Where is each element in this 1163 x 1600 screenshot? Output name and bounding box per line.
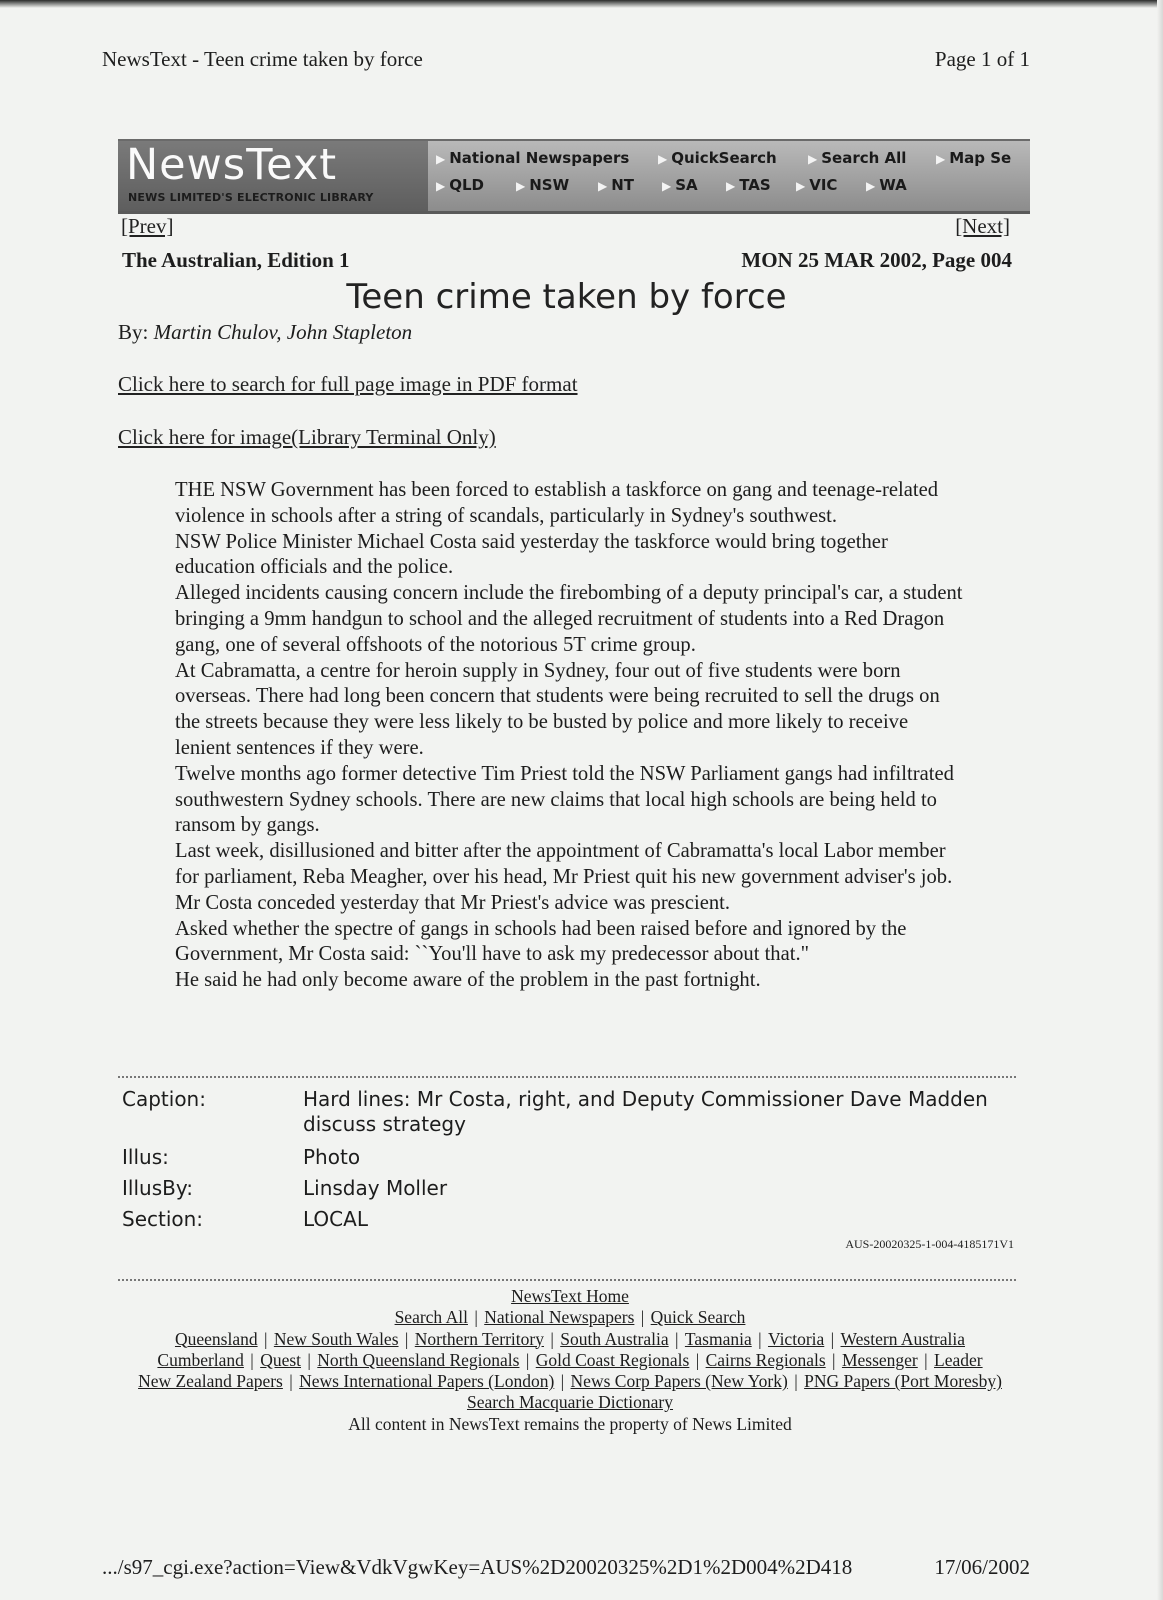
paragraph: At Cabramatta, a centre for heroin supply in Sydney, four out of five students were born overseas. There had long been concern that students were being recruited to sell the drugs on the streets because they were less likely to be busted by police and more likely to receive lenient sentences if they were. <box>175 659 940 759</box>
dateline: MON 25 MAR 2002, Page 004 <box>741 248 1012 272</box>
nav-search-all[interactable]: ▶ Search All <box>808 149 907 167</box>
section-value: LOCAL <box>303 1207 368 1231</box>
byline-label: By: <box>118 320 149 344</box>
footer-search-all-link[interactable]: Search All <box>394 1307 468 1328</box>
illusby-value: Linsday Moller <box>303 1176 448 1200</box>
arrow-right-icon: ▶ <box>658 152 668 166</box>
nav-wa[interactable]: ▶ WA <box>866 176 907 194</box>
footer-nz-link[interactable]: New Zealand Papers <box>138 1371 283 1392</box>
illus-label: Illus: <box>122 1145 169 1169</box>
article-body <box>175 478 965 994</box>
print-footer-url: .../s97_cgi.exe?action=View&VdkVgwKey=AUS%2D20020325%2D1%2D004%2D418 <box>102 1555 853 1579</box>
footer-cumberland-link[interactable]: Cumberland <box>157 1349 244 1370</box>
nav-nsw[interactable]: ▶ NSW <box>516 176 570 194</box>
paragraph: Alleged incidents causing concern include the firebombing of a deputy principal's car, a student bringing a 9mm handgun to school and the alleged recruitment of students into a Red Dragon gang, one of several offshoots of the notorious 5T crime group. <box>175 582 963 656</box>
footer-png-link[interactable]: PNG Papers (Port Moresby) <box>804 1371 1002 1392</box>
footer-messenger-link[interactable]: Messenger <box>841 1349 918 1370</box>
paragraph: NSW Police Minister Michael Costa said yesterday the taskforce would bring together education officials and the police. <box>175 530 888 579</box>
footer-nq-link[interactable]: North Queensland Regionals <box>317 1349 520 1370</box>
paragraph: Asked whether the spectre of gangs in schools had been raised before and ignored by the Government, Mr Costa said: ``You'll have to ask my predecessor about that." <box>175 917 907 966</box>
footer-nsw-link[interactable]: New South Wales <box>273 1328 399 1349</box>
scan-shadow <box>1157 0 1163 1600</box>
nav-vic[interactable]: ▶ VIC <box>796 176 838 194</box>
footer-leader-link[interactable]: Leader <box>934 1349 983 1370</box>
caption-label: Caption: <box>122 1087 206 1111</box>
footer-gc-link[interactable]: Gold Coast Regionals <box>535 1349 690 1370</box>
next-link[interactable]: [Next] <box>955 214 1010 238</box>
byline <box>118 320 412 345</box>
divider <box>118 1279 1016 1281</box>
footer-nc-link[interactable]: News Corp Papers (New York) <box>570 1371 788 1392</box>
footer-home-link[interactable]: NewsText Home <box>511 1286 629 1306</box>
nav-sa[interactable]: ▶ SA <box>662 176 698 194</box>
footer-vic-link[interactable]: Victoria <box>767 1328 825 1349</box>
arrow-right-icon: ▶ <box>808 152 818 166</box>
nav-tas[interactable]: ▶ TAS <box>726 176 771 194</box>
prev-link[interactable]: [Prev] <box>121 214 174 238</box>
arrow-right-icon: ▶ <box>516 179 526 193</box>
footer-cairns-link[interactable]: Cairns Regionals <box>705 1349 826 1370</box>
paragraph: Twelve months ago former detective Tim Priest told the NSW Parliament gangs had infiltrated southwestern Sydney schools. There are new claims that local high schools are being held to ransom by gangs. <box>175 762 954 837</box>
newstext-logo[interactable] <box>118 141 428 211</box>
illus-value: Photo <box>303 1145 361 1169</box>
arrow-right-icon: ▶ <box>598 179 608 193</box>
paragraph: He said he had only become aware of the problem in the past fortnight. <box>175 969 761 992</box>
nav-qld[interactable]: ▶ QLD <box>436 176 484 194</box>
headline: Teen crime taken by force <box>346 277 787 317</box>
arrow-right-icon: ▶ <box>866 179 876 193</box>
footer-ni-link[interactable]: News International Papers (London) <box>299 1371 555 1392</box>
pdf-image-link[interactable]: Click here to search for full page image in PDF format <box>118 372 578 396</box>
logo-wordmark: NewsText <box>126 140 338 190</box>
print-header-title: NewsText - Teen crime taken by force <box>102 47 423 71</box>
nav-quicksearch[interactable]: ▶ QuickSearch <box>658 149 777 167</box>
nav-nt[interactable]: ▶ NT <box>598 176 635 194</box>
image-link[interactable]: Click here for image(Library Terminal Only) <box>118 425 496 449</box>
paragraph: Mr Costa conceded yesterday that Mr Priest's advice was prescient. <box>175 891 730 914</box>
document-id: AUS-20020325-1-004-4185171V1 <box>845 1237 1014 1251</box>
divider <box>118 1076 1016 1078</box>
section-label: Section: <box>122 1207 204 1231</box>
footer-copyright: All content in NewsText remains the property of News Limited <box>348 1413 792 1434</box>
caption-value: Hard lines: Mr Costa, right, and Deputy Commissioner Dave Madden discuss strategy <box>303 1087 988 1136</box>
arrow-right-icon: ▶ <box>436 152 446 166</box>
illusby-label: IllusBy: <box>122 1176 193 1200</box>
arrow-right-icon: ▶ <box>436 179 446 193</box>
footer-wa-link[interactable]: Western Australia <box>840 1328 966 1349</box>
logo-subtitle: NEWS LIMITED'S ELECTRONIC LIBRARY <box>128 191 374 204</box>
byline-authors: Martin Chulov, John Stapleton <box>153 320 413 344</box>
footer-nt-link[interactable]: Northern Territory <box>414 1328 544 1349</box>
print-footer-date: 17/06/2002 <box>934 1555 1030 1579</box>
edition-label: The Australian, Edition 1 <box>122 248 350 272</box>
arrow-right-icon: ▶ <box>662 179 672 193</box>
nav-national-newspapers[interactable]: ▶ National Newspapers <box>436 149 630 167</box>
footer-dictionary-link[interactable]: Search Macquarie Dictionary <box>466 1392 674 1413</box>
footer-qld-link[interactable]: Queensland <box>174 1328 258 1349</box>
footer-links: NewsText Home Search All | National Newspapers | Quick Search Queensland | New South Wales | Northern Territory | South Australia | Tasmania | Victoria | Western Australia Cumberland | Quest | North Queensland Regionals | Gold Coast Regionals | Cairns Regionals | Messenger | Leader New Zealand Papers | News International Papers (London) | News Corp Papers (New York) | PNG Papers (Port Moresby) Search Macquarie Dictionary All content in NewsText remains the property of News Limited <box>138 1286 1002 1434</box>
paragraph: THE NSW Government has been forced to establish a taskforce on gang and teenage-related violence in schools after a string of scandals, particularly in Sydney's southwest. <box>175 479 939 527</box>
footer-tas-link[interactable]: Tasmania <box>684 1328 752 1349</box>
print-header-page: Page 1 of 1 <box>934 47 1030 71</box>
newstext-banner <box>118 139 1030 214</box>
arrow-right-icon: ▶ <box>936 152 946 166</box>
footer-quick-search-link[interactable]: Quick Search <box>650 1307 746 1328</box>
footer-quest-link[interactable]: Quest <box>260 1349 302 1370</box>
nav-map-search[interactable]: ▶ Map Se <box>936 149 1012 167</box>
footer-national-link[interactable]: National Newspapers <box>484 1307 635 1328</box>
paragraph: Last week, disillusioned and bitter after the appointment of Cabramatta's local Labor member for parliament, Reba Meagher, over his head, Mr Priest quit his new government adviser's job. <box>175 840 953 888</box>
arrow-right-icon: ▶ <box>796 179 806 193</box>
scan-edge <box>0 0 1163 8</box>
arrow-right-icon: ▶ <box>726 179 736 193</box>
footer-sa-link[interactable]: South Australia <box>560 1328 669 1349</box>
